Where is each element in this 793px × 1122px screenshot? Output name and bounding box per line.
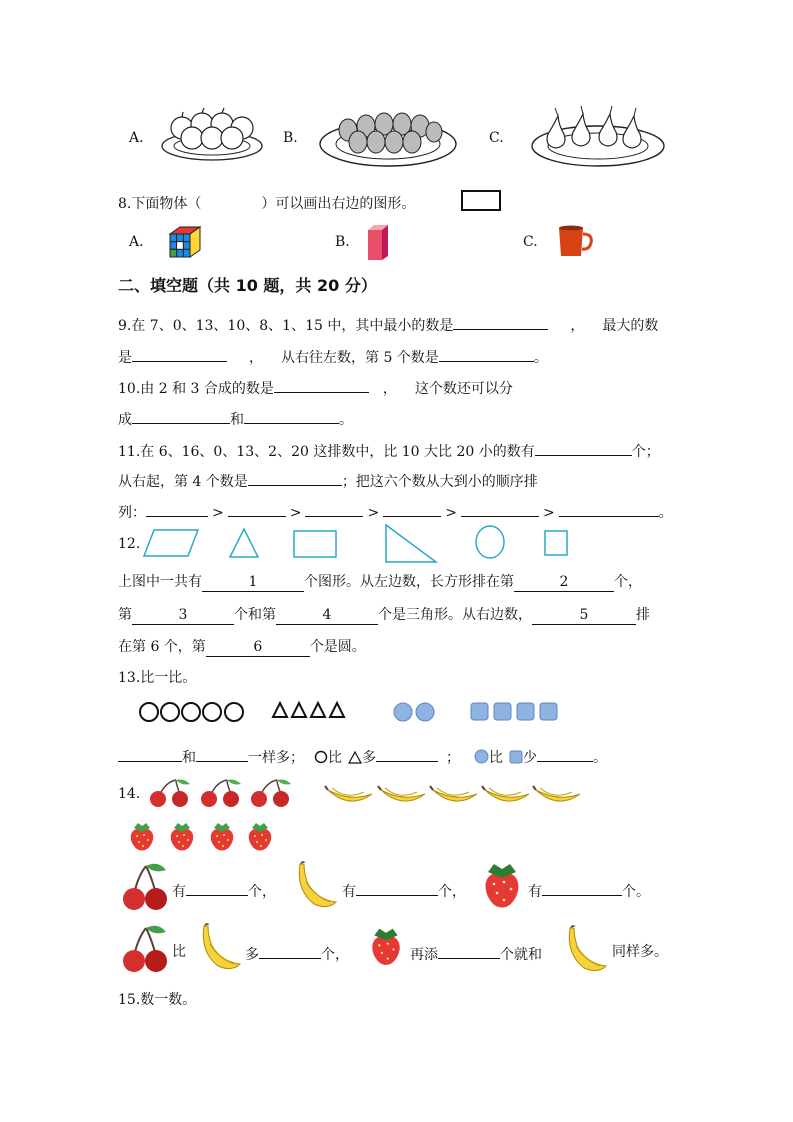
q10-line2	[118, 406, 353, 429]
banana-icon	[429, 780, 481, 808]
q11-order-blank-4[interactable]	[383, 499, 441, 517]
pink-cuboid-image	[365, 222, 391, 262]
blue-square-icon	[517, 703, 534, 720]
q13-text-b: 一样多；	[248, 750, 304, 766]
q15-title: 15.数一数。	[118, 992, 197, 1008]
cherry-icon-large	[120, 922, 170, 974]
q12-blank-4[interactable]: 4	[276, 607, 378, 625]
strawberry-icon	[206, 820, 238, 854]
q14-line2-a	[245, 941, 349, 964]
q13-blank-4[interactable]	[537, 744, 593, 762]
q11-line2	[118, 468, 538, 491]
q7-option-a[interactable]: A.	[129, 130, 144, 146]
banana-icon	[481, 780, 533, 808]
q10-text-f: 。	[339, 412, 353, 428]
q13-shapes	[130, 698, 570, 726]
circle-icon	[203, 703, 221, 721]
q14-you-2: 有	[342, 884, 356, 900]
q10-text-b: ，	[382, 381, 397, 397]
q14-ge-3: 个。	[622, 884, 650, 900]
blue-dot-icon	[474, 749, 489, 764]
square-shape	[545, 531, 567, 555]
circle-icon	[225, 703, 243, 721]
strawberry-icon	[166, 820, 198, 854]
q11-order-blank-2[interactable]	[228, 499, 286, 517]
q7-option-c[interactable]: C.	[489, 130, 504, 146]
q9-text-c: 最大的数	[602, 318, 659, 334]
q10-text-c: 这个数还可以分	[414, 381, 513, 397]
cherry-pair-icon	[247, 778, 295, 808]
blue-square-icon	[509, 750, 523, 764]
q9-line2	[118, 344, 548, 367]
triangle-icon	[311, 703, 325, 717]
q13-text-f: 比	[489, 750, 503, 766]
q9-text-g: 。	[533, 350, 548, 366]
q8-question	[118, 193, 415, 213]
q10-blank-part1[interactable]	[132, 406, 230, 424]
q7-option-b[interactable]: B.	[283, 130, 298, 146]
q11-blank-fourth[interactable]	[248, 468, 342, 486]
q12-text-b: 个图形。从左边数，长方形排在第	[304, 574, 514, 590]
q14-blank-strawberries[interactable]	[542, 878, 622, 896]
circle-icon	[161, 703, 179, 721]
circle-shape	[476, 526, 504, 558]
q13-text-h: 。	[593, 750, 607, 766]
q10-line1	[118, 375, 513, 398]
q12-line1	[118, 571, 642, 592]
q14-you-1: 有	[172, 884, 186, 900]
q12-shapes	[140, 522, 580, 566]
greater-than-sign: >	[289, 505, 302, 521]
q14-number: 14.	[118, 786, 141, 802]
q8-option-c[interactable]: C.	[523, 234, 538, 250]
q9-blank-fifth[interactable]	[439, 344, 534, 362]
q10-text-e: 和	[230, 412, 244, 428]
rectangle-shape	[461, 190, 501, 211]
section-title: 二、填空题（共 10 题，共 20 分）	[118, 276, 377, 295]
q12-text-c: 个，	[614, 574, 642, 590]
greater-than-sign: >	[542, 505, 555, 521]
cherry-pair-icon	[197, 778, 245, 808]
q14-ge-4: 个，	[321, 947, 349, 963]
q11-text-f: 。	[658, 505, 673, 521]
strawberry-icon-large	[478, 860, 526, 912]
q12-line2	[118, 604, 650, 625]
q13-blank-1[interactable]	[118, 744, 182, 762]
apples-plate-image	[160, 106, 265, 166]
q12-text-f: 个是三角形。从右边数，	[378, 607, 532, 623]
q8-option-b[interactable]: B.	[335, 234, 350, 250]
q14-blank-cherries[interactable]	[186, 878, 248, 896]
q11-line1	[118, 438, 660, 461]
q14-line1-a	[172, 878, 276, 901]
q13-text-e: ；	[446, 750, 460, 766]
greater-than-sign: >	[367, 505, 380, 521]
triangle-icon	[330, 703, 344, 717]
cherry-pair-icon	[146, 778, 194, 808]
q9-blank-smallest[interactable]	[453, 312, 548, 330]
banana-icon	[377, 780, 429, 808]
blue-square-icon	[494, 703, 511, 720]
blue-square-icon	[471, 703, 488, 720]
q13-text-a: 和	[182, 750, 196, 766]
q9-line1	[118, 312, 658, 335]
blue-dot-icon	[394, 703, 412, 721]
q12-text-g: 排	[636, 607, 650, 623]
q9-text-a: 9.在 7、0、13、10、8、1、15 中，其中最小的数是	[118, 318, 454, 334]
strawberry-icon	[126, 820, 158, 854]
blue-square-icon	[540, 703, 557, 720]
q14-zaitian: 再添	[410, 947, 438, 963]
banana-icon	[532, 780, 584, 808]
rubiks-cube-image	[166, 224, 204, 260]
q12-text-a: 上图中一共有	[118, 574, 202, 590]
q8-text-before: 8.下面物体（	[118, 196, 202, 212]
q13-text-g: 少	[523, 750, 537, 766]
q9-blank-largest[interactable]	[132, 344, 227, 362]
q13-blank-2[interactable]	[196, 744, 248, 762]
q14-ge-1: 个，	[248, 884, 276, 900]
triangle-shape-1	[230, 529, 258, 557]
rectangle-shape-q12	[294, 531, 336, 557]
q12-blank-3[interactable]: 3	[132, 607, 234, 625]
q12-blank-6[interactable]: 6	[206, 639, 310, 657]
q12-blank-1[interactable]: 1	[202, 574, 304, 592]
q13-title: 13.比一比。	[118, 670, 197, 686]
strawberry-icon-large	[366, 924, 406, 970]
q9-text-b: ，	[570, 318, 585, 334]
circle-icon	[314, 750, 328, 764]
q11-text-a: 11.在 6、16、0、13、2、20 这排数中，比 10 大比 20 小的数有	[118, 444, 535, 460]
q10-text-a: 10.由 2 和 3 合成的数是	[118, 381, 274, 397]
q14-gejiuhe: 个就和	[500, 947, 542, 963]
q14-bi: 比	[172, 944, 186, 960]
q11-order-blank-5[interactable]	[461, 499, 539, 517]
q11-text-b: 个；	[631, 444, 660, 460]
q13-text-d: 多	[362, 750, 376, 766]
q11-text-e: 列：	[118, 505, 146, 521]
banana-icon	[324, 780, 376, 808]
q12-text-h: 在第 6 个，第	[118, 639, 206, 655]
right-triangle-shape	[386, 525, 436, 562]
q14-blank-bananas[interactable]	[356, 878, 438, 896]
q14-you-3: 有	[528, 884, 542, 900]
circle-icon	[140, 703, 158, 721]
greater-than-sign: >	[212, 505, 224, 521]
pears-plate-image	[528, 102, 668, 172]
q11-order-blank-1[interactable]	[146, 499, 208, 517]
q10-blank-part2[interactable]	[244, 406, 339, 424]
q12-text-d: 第	[118, 607, 132, 623]
q14-ge-2: 个，	[438, 884, 466, 900]
q12-line3	[118, 636, 366, 657]
q13-text-c: 比	[328, 750, 342, 766]
q10-blank-number[interactable]	[274, 375, 369, 393]
q12-number: 12.	[118, 536, 141, 552]
banana-icon-large	[194, 922, 244, 974]
q12-blank-2[interactable]: 2	[514, 574, 614, 592]
triangle-icon	[273, 703, 287, 717]
q13-line	[118, 744, 607, 767]
q8-text-after: ）可以画出右边的图形。	[261, 196, 416, 212]
strawberry-icon	[244, 820, 276, 854]
q9-text-f: 从右往左数，第 5 个数是	[281, 350, 439, 366]
red-mug-image	[556, 224, 594, 260]
q11-line3	[118, 499, 673, 522]
cherry-icon-large	[120, 860, 170, 912]
greater-than-sign: >	[445, 505, 457, 521]
blue-dot-icon	[416, 703, 434, 721]
q8-option-a[interactable]: A.	[129, 234, 144, 250]
q14-tongyangduo: 同样多。	[612, 944, 668, 960]
q12-blank-5[interactable]: 5	[532, 607, 636, 625]
q9-text-e: ，	[249, 350, 263, 366]
q11-order-blank-6[interactable]	[559, 499, 659, 517]
q11-text-d: ；把这六个数从大到小的顺序排	[341, 474, 538, 490]
triangle-icon	[348, 750, 362, 764]
q9-text-d: 是	[118, 350, 132, 366]
q13-blank-3[interactable]	[376, 744, 438, 762]
q14-duo: 多	[245, 947, 259, 963]
q14-line1-b	[342, 878, 466, 901]
q14-line1-c	[528, 878, 650, 901]
q11-order-blank-3[interactable]	[305, 499, 363, 517]
q12-text-e: 个和第	[234, 607, 276, 623]
circle-icon	[182, 703, 200, 721]
banana-icon-large	[560, 924, 610, 976]
banana-icon-large	[290, 860, 340, 912]
q11-text-c: 从右起，第 4 个数是	[118, 474, 248, 490]
q14-blank-more[interactable]	[259, 941, 321, 959]
parallelogram-shape	[144, 530, 198, 556]
triangle-icon	[292, 703, 306, 717]
q10-text-d: 成	[118, 412, 132, 428]
q14-line2-b	[410, 941, 542, 964]
strawberries-plate-image	[318, 102, 458, 172]
q11-blank-count[interactable]	[535, 438, 632, 456]
q14-blank-add[interactable]	[438, 941, 500, 959]
q12-text-i: 个是圆。	[309, 639, 366, 655]
